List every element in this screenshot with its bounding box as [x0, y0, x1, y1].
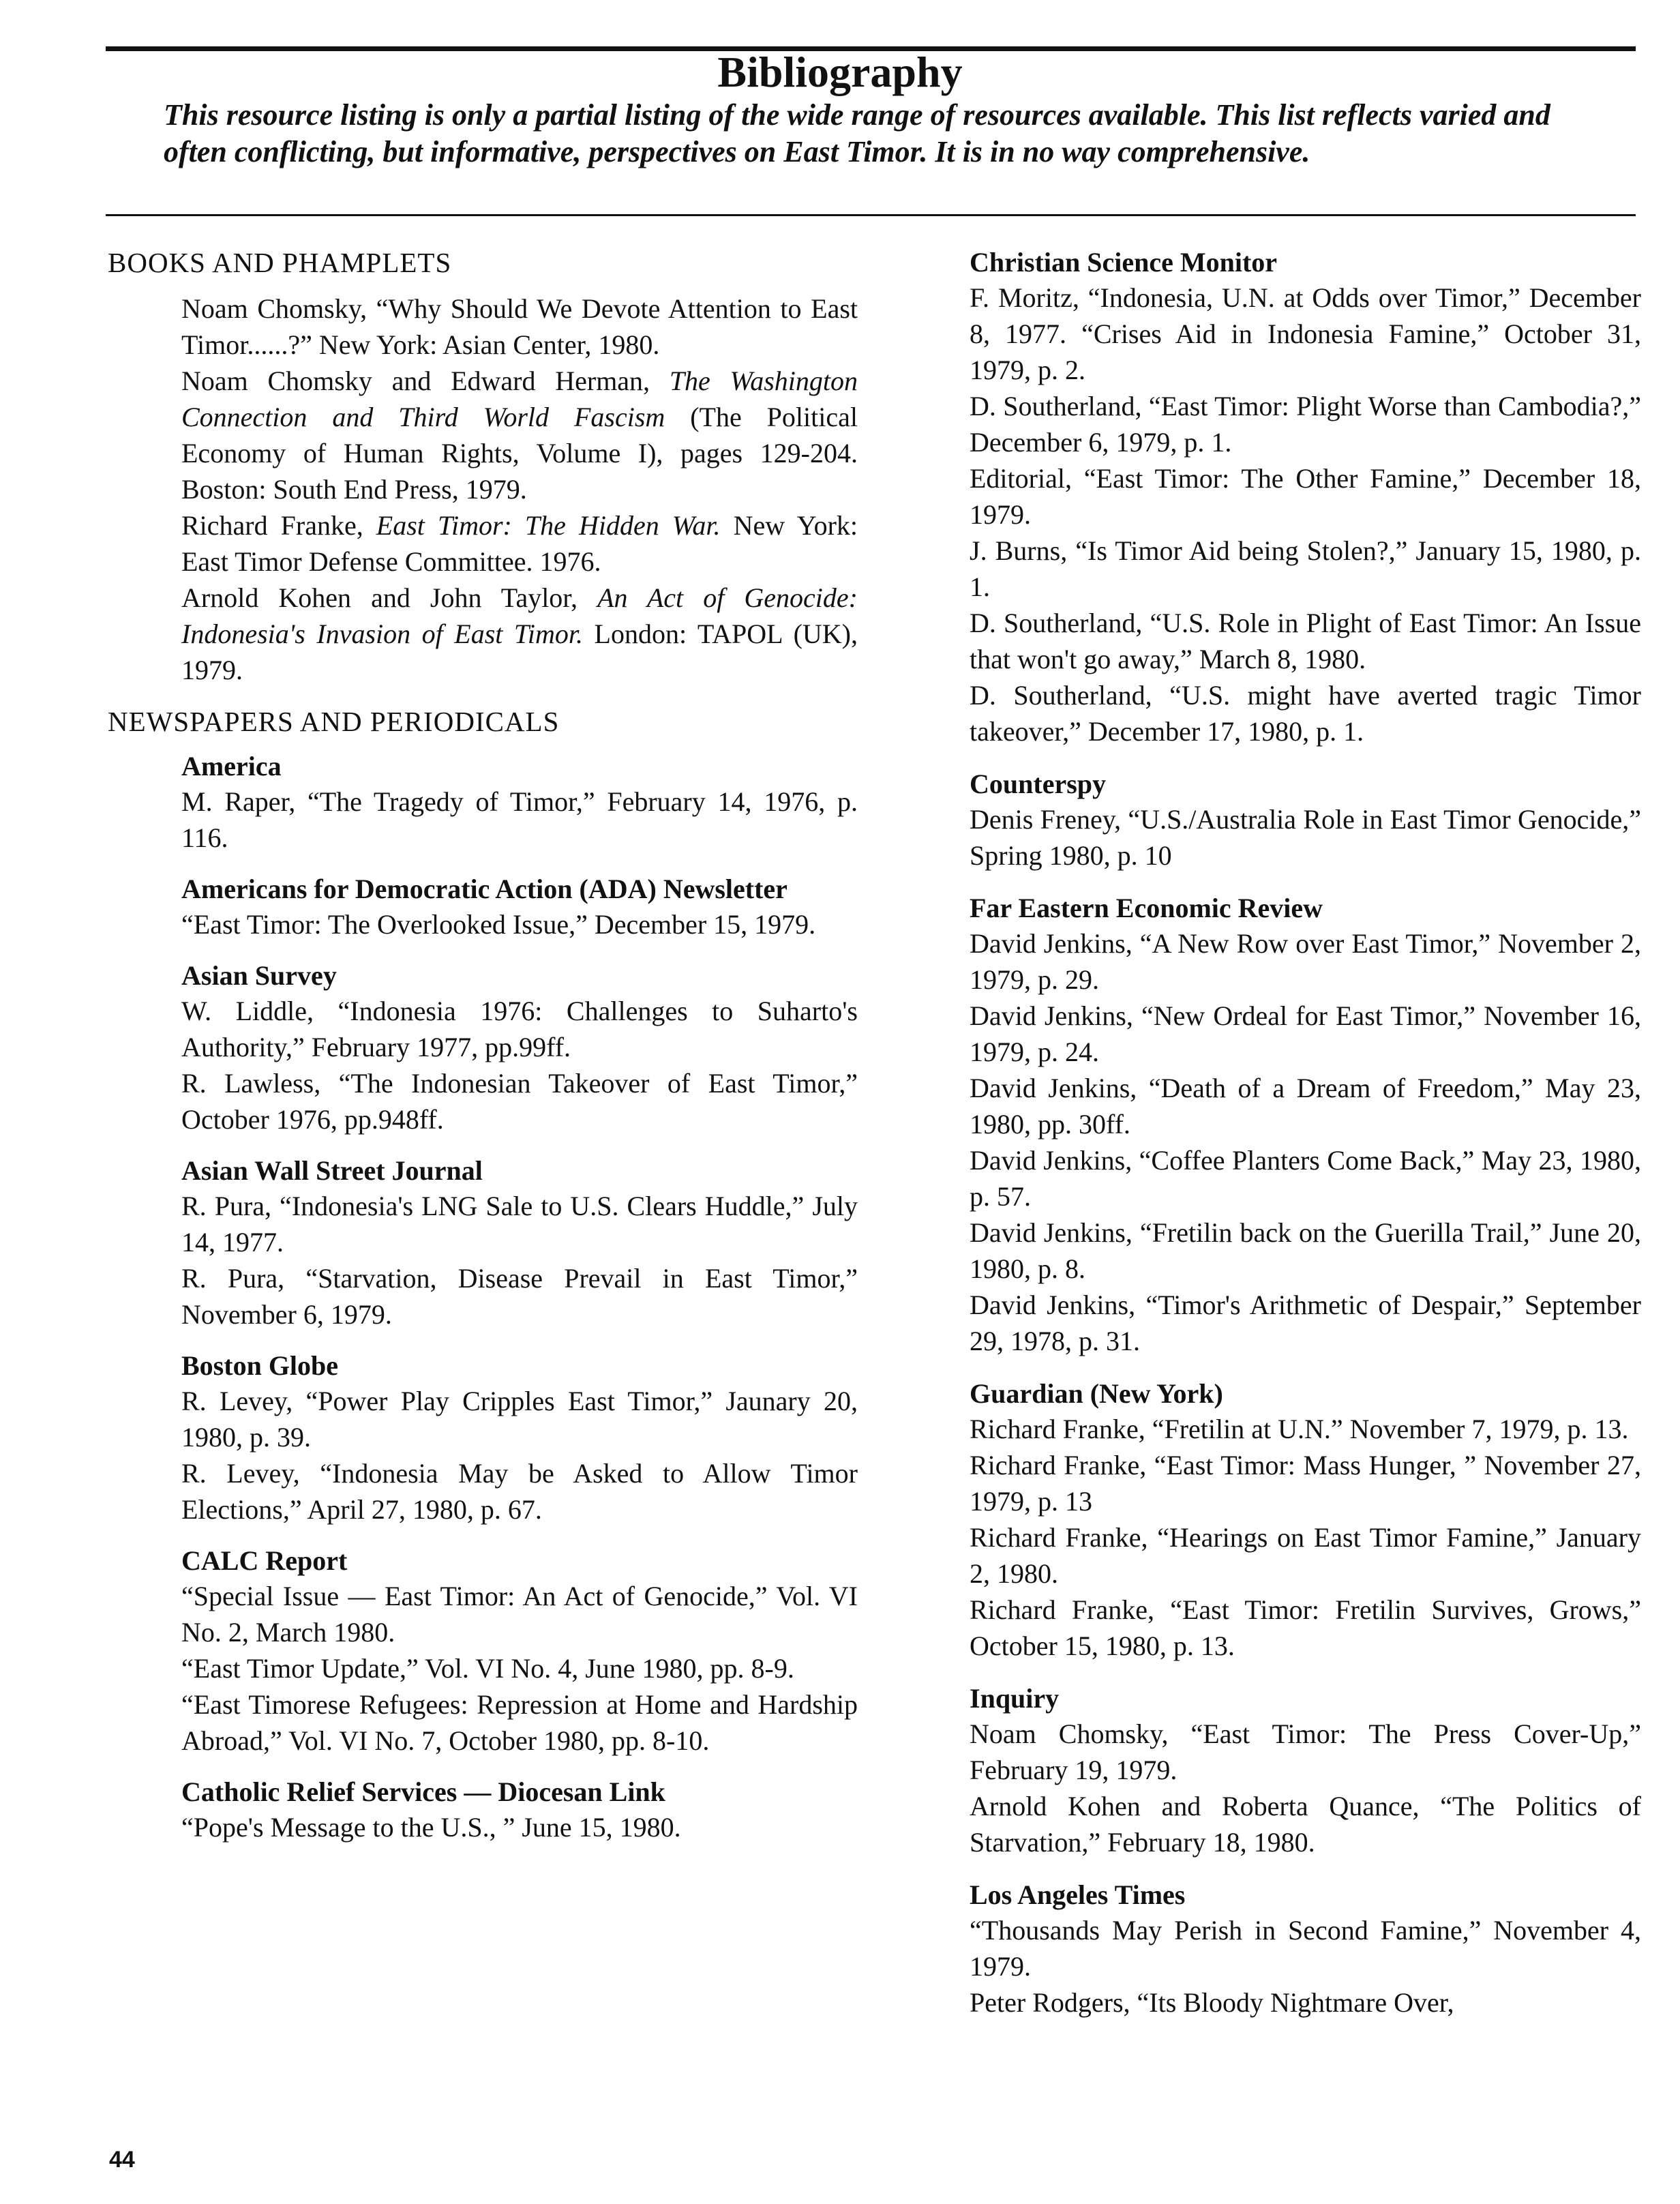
- citation-entry: Richard Franke, “East Timor: Mass Hunger, ” November 27, 1979, p. 13: [970, 1450, 1641, 1517]
- periodical-block: [181, 1544, 858, 1759]
- periodical-title: Counterspy: [970, 769, 1107, 799]
- left-column: [108, 245, 858, 1862]
- page-number: 44: [109, 2147, 135, 2173]
- citation-entry: Richard Franke, “Hearings on East Timor Famine,” January 2, 1980.: [970, 1522, 1641, 1589]
- left-periodicals-list: [108, 749, 858, 1845]
- citation-entry: “Pope's Message to the U.S., ” June 15, 1980.: [181, 1812, 681, 1843]
- periodical-title: Christian Science Monitor: [970, 247, 1278, 278]
- books-heading: BOOKS AND PHAMPLETS: [108, 247, 452, 278]
- periodical-block: [181, 872, 858, 942]
- periodical-title: Inquiry: [970, 1683, 1060, 1714]
- citation-entry: R. Levey, “Power Play Cripples East Timor,” Jaunary 20, 1980, p. 39.: [181, 1386, 858, 1453]
- book-entry: Arnold Kohen and John Taylor, An Act of Genocide: Indonesia's Invasion of East Timor. London: TAPOL (UK), 1979.: [181, 582, 858, 685]
- periodical-title: Americans for Democratic Action (ADA) Newsletter: [181, 874, 787, 904]
- citation-entry: D. Southerland, “East Timor: Plight Worse than Cambodia?,” December 6, 1979, p. 1.: [970, 391, 1641, 458]
- book-title: East Timor: The Hidden War.: [376, 510, 721, 541]
- periodical-block: [181, 959, 858, 1137]
- citation-entry: W. Liddle, “Indonesia 1976: Challenges to Suharto's Authority,” February 1977, pp.99ff.: [181, 996, 858, 1062]
- books-list: [181, 291, 858, 688]
- citation-entry: R. Pura, “Starvation, Disease Prevail in East Timor,” November 6, 1979.: [181, 1263, 858, 1330]
- citation-entry: Peter Rodgers, “Its Bloody Nightmare Over,: [970, 1987, 1454, 2018]
- periodical-title: America: [181, 751, 282, 781]
- periodical-block: [970, 1377, 1641, 1664]
- citation-entry: Richard Franke, “East Timor: Fretilin Survives, Grows,” October 15, 1980, p. 13.: [970, 1594, 1641, 1661]
- citation-entry: F. Moritz, “Indonesia, U.N. at Odds over Timor,” December 8, 1977. “Crises Aid in Indonesia Famine,” October 31, 1979, p. 2.: [970, 282, 1641, 385]
- periodical-block: [181, 749, 858, 856]
- citation-entry: David Jenkins, “Timor's Arithmetic of Despair,” September 29, 1978, p. 31.: [970, 1290, 1641, 1356]
- periodical-title: Catholic Relief Services — Diocesan Link: [181, 1776, 665, 1807]
- periodical-block: [181, 1349, 858, 1528]
- citation-entry: R. Levey, “Indonesia May be Asked to Allow Timor Elections,” April 27, 1980, p. 67.: [181, 1458, 858, 1525]
- right-periodicals-list: [970, 245, 1641, 2021]
- periodical-block: [970, 1878, 1641, 2021]
- citation-entry: “East Timorese Refugees: Repression at Home and Hardship Abroad,” Vol. VI No. 7, October 1980, pp. 8-10.: [181, 1689, 858, 1756]
- right-column: [970, 245, 1641, 2038]
- citation-entry: David Jenkins, “Coffee Planters Come Back,” May 23, 1980, p. 57.: [970, 1145, 1641, 1212]
- citation-entry: David Jenkins, “New Ordeal for East Timor,” November 16, 1979, p. 24.: [970, 1000, 1641, 1067]
- periodical-block: [970, 767, 1641, 874]
- citation-entry: R. Lawless, “The Indonesian Takeover of East Timor,” October 1976, pp.948ff.: [181, 1068, 858, 1135]
- periodical-block: [970, 1682, 1641, 1860]
- header-bottom-rule: [106, 214, 1636, 216]
- citation-entry: Richard Franke, “Fretilin at U.N.” November 7, 1979, p. 13.: [970, 1414, 1629, 1444]
- book-entry: Noam Chomsky and Edward Herman, The Washington Connection and Third World Fascism (The Political Economy of Human Rights, Volume I), pages 129-204. Boston: South End Press, 1979.: [181, 366, 858, 505]
- periodical-title: Boston Globe: [181, 1350, 339, 1381]
- citation-entry: “Special Issue — East Timor: An Act of Genocide,” Vol. VI No. 2, March 1980.: [181, 1581, 858, 1648]
- citation-entry: “Thousands May Perish in Second Famine,” November 4, 1979.: [970, 1915, 1641, 1982]
- citation-entry: “East Timor Update,” Vol. VI No. 4, June 1980, pp. 8-9.: [181, 1653, 794, 1684]
- periodical-title: Asian Wall Street Journal: [181, 1155, 483, 1186]
- citation-entry: David Jenkins, “Death of a Dream of Freedom,” May 23, 1980, pp. 30ff.: [970, 1073, 1641, 1140]
- periodical-block: [970, 245, 1641, 749]
- citation-entry: R. Pura, “Indonesia's LNG Sale to U.S. Clears Huddle,” July 14, 1977.: [181, 1191, 858, 1257]
- book-title: An Act of Genocide: Indonesia's Invasion of East Timor.: [181, 582, 858, 649]
- citation-entry: D. Southerland, “U.S. might have averted tragic Timor takeover,” December 17, 1980, p. 1.: [970, 680, 1641, 747]
- periodical-block: [181, 1154, 858, 1332]
- periodical-title: Los Angeles Times: [970, 1879, 1186, 1910]
- book-title: The Washington Connection and Third World Fascism: [181, 366, 858, 432]
- citation-entry: D. Southerland, “U.S. Role in Plight of East Timor: An Issue that won't go away,” March 8, 1980.: [970, 608, 1641, 674]
- citation-entry: Denis Freney, “U.S./Australia Role in East Timor Genocide,” Spring 1980, p. 10: [970, 804, 1641, 871]
- citation-entry: M. Raper, “The Tragedy of Timor,” February 14, 1976, p. 116.: [181, 786, 858, 853]
- citation-entry: J. Burns, “Is Timor Aid being Stolen?,” January 15, 1980, p. 1.: [970, 535, 1641, 602]
- citation-entry: David Jenkins, “A New Row over East Timor,” November 2, 1979, p. 29.: [970, 928, 1641, 995]
- periodical-title: CALC Report: [181, 1545, 348, 1576]
- periodicals-heading: NEWSPAPERS AND PERIODICALS: [108, 706, 560, 737]
- citation-entry: David Jenkins, “Fretilin back on the Guerilla Trail,” June 20, 1980, p. 8.: [970, 1217, 1641, 1284]
- book-entry: Noam Chomsky, “Why Should We Devote Attention to East Timor......?” New York: Asian Center, 1980.: [181, 293, 858, 360]
- book-entry: Richard Franke, East Timor: The Hidden War. New York: East Timor Defense Committee. 1976.: [181, 510, 858, 577]
- periodical-title: Asian Survey: [181, 960, 337, 991]
- citation-entry: Arnold Kohen and Roberta Quance, “The Politics of Starvation,” February 18, 1980.: [970, 1791, 1641, 1858]
- citation-entry: Noam Chomsky, “East Timor: The Press Cover-Up,” February 19, 1979.: [970, 1718, 1641, 1785]
- periodical-block: [970, 891, 1641, 1359]
- periodical-title: Far Eastern Economic Review: [970, 893, 1323, 923]
- citation-entry: “East Timor: The Overlooked Issue,” December 15, 1979.: [181, 909, 816, 940]
- page-title: Bibliography: [717, 48, 963, 96]
- periodical-block: [181, 1775, 858, 1845]
- intro-text: This resource listing is only a partial listing of the wide range of resources available. This list reflects varied and often conflicting, but informative, perspectives on East Timor. It is in no way comprehensive.: [164, 98, 1550, 168]
- citation-entry: Editorial, “East Timor: The Other Famine,” December 18, 1979.: [970, 463, 1641, 530]
- periodical-title: Guardian (New York): [970, 1378, 1223, 1409]
